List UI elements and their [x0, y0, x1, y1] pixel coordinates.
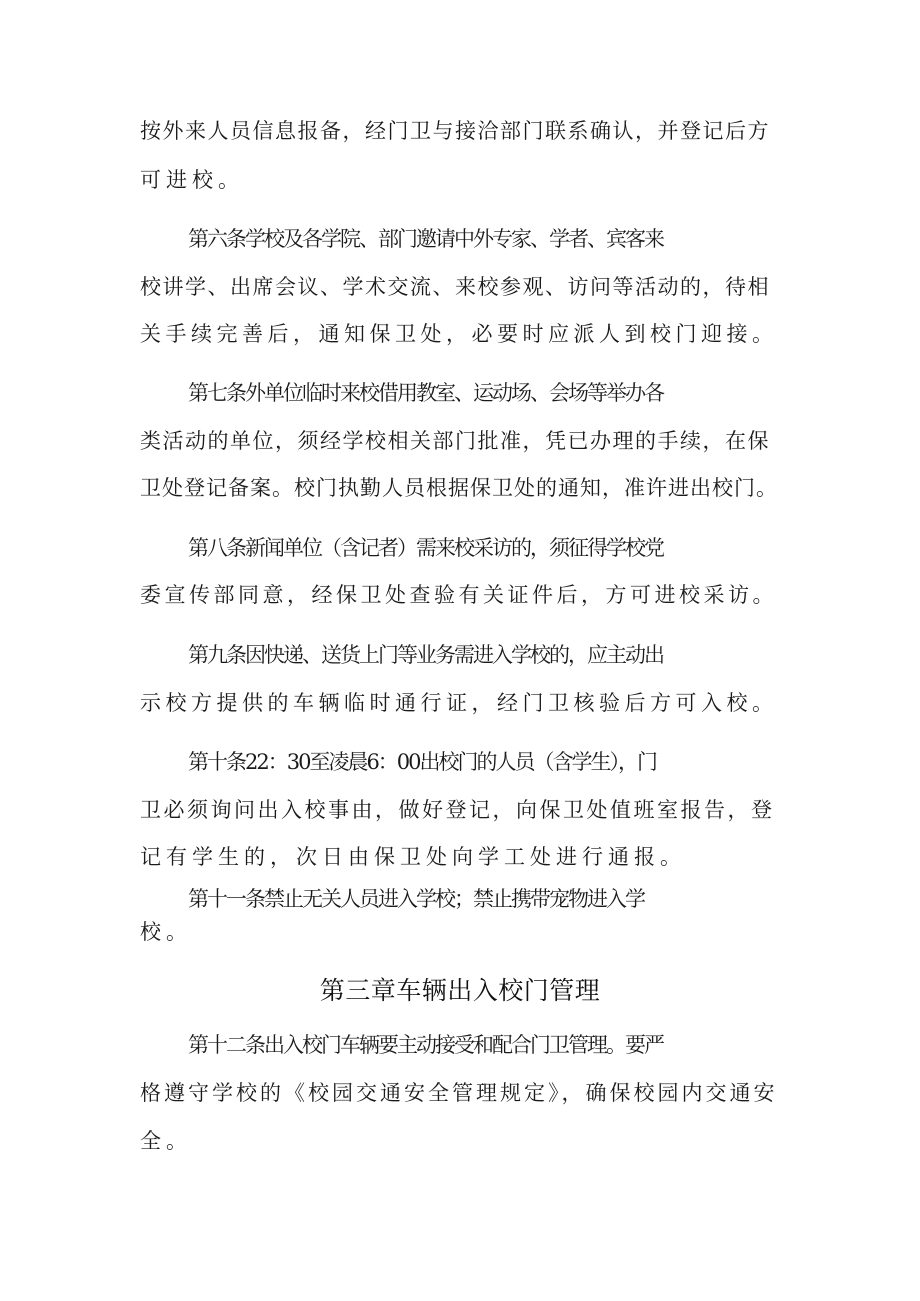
article-8-line: 第八条新闻单位（含记者）需来校采访的，须征得学校党: [188, 536, 663, 560]
article-11-line: 第十一条禁止无关人员进入学校；禁止携带宠物进入学: [188, 887, 644, 911]
text-line: 格遵守学校的《校园交通安全管理规定》，确保校园内交通安: [140, 1081, 778, 1105]
article-7-line: 第七条外单位临时来校借用教室、运动场、会场等举办各: [188, 381, 663, 405]
text-line: 可进校。: [140, 168, 244, 192]
text-line: 全。: [140, 1129, 192, 1153]
article-9-line: 第九条因快递、送货上门等业务需进入学校的，应主动出: [188, 643, 663, 667]
chapter-heading: 第三章车辆出入校门管理: [319, 976, 601, 1005]
text-line: 校讲学、出席会议、学术交流、来校参观、访问等活动的，待相: [140, 275, 770, 299]
text-line: 类活动的单位，须经学校相关部门批准，凭已办理的手续，在保: [140, 429, 770, 453]
text-line: 关手续完善后，通知保卫处，必要时应派人到校门迎接。: [140, 322, 778, 346]
article-10-line: 第十条22：30至凌晨6：00出校门的人员（含学生），门: [188, 750, 657, 774]
text-line: 委宣传部同意，经保卫处查验有关证件后，方可进校采访。: [140, 583, 777, 607]
article-6-line: 第六条学校及各学院、部门邀请中外专家、学者、宾客来: [188, 227, 663, 251]
text-line: 校。: [140, 920, 192, 944]
text-line: 按外来人员信息报备，经门卫与接洽部门联系确认，并登记后方: [140, 119, 770, 143]
text-line: 记有学生的，次日由保卫处向学工处进行通报。: [140, 845, 686, 869]
text-line: 卫处登记备案。校门执勤人员根据保卫处的通知，准许进出校门。: [140, 476, 778, 500]
article-12-line: 第十二条出入校门车辆要主动接受和配合门卫管理。要严: [188, 1033, 663, 1057]
text-line: 示校方提供的车辆临时通行证，经门卫核验后方可入校。: [140, 691, 778, 715]
text-line: 卫必须询问出入校事由，做好登记，向保卫处值班室报告，登: [140, 798, 775, 822]
